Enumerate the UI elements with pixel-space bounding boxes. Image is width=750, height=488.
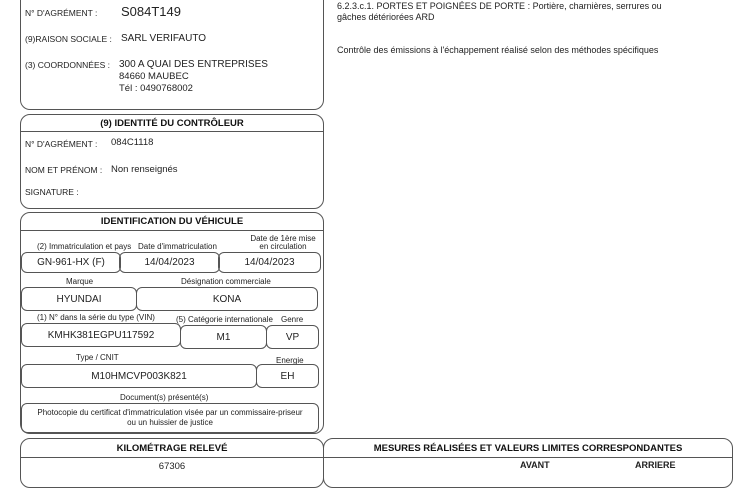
controleur-panel xyxy=(20,114,324,209)
nom-prenom-label: NOM ET PRÉNOM : xyxy=(25,165,103,175)
vehicule-panel xyxy=(20,212,324,434)
documents-label: Document(s) présenté(s) xyxy=(120,393,209,402)
mesures-panel xyxy=(323,438,733,488)
col-arriere: ARRIERE xyxy=(635,460,676,470)
designation-field: KONA xyxy=(136,287,318,311)
genre-label: Genre xyxy=(281,315,304,324)
energie-field: EH xyxy=(256,364,319,388)
vin-label: (1) N° dans la série du type (VIN) xyxy=(37,313,155,322)
divider xyxy=(21,457,323,458)
date-circ-label-2: en circulation xyxy=(259,242,307,251)
categorie-label: (5) Catégorie internationale xyxy=(176,315,273,324)
divider xyxy=(21,230,323,231)
nom-prenom-value: Non renseignés xyxy=(111,164,178,175)
mesures-title: MESURES RÉALISÉES ET VALEURS LIMITES CORRESPONDANTES xyxy=(373,443,683,454)
marque-field: HYUNDAI xyxy=(21,287,137,311)
energie-label: Energie xyxy=(276,356,304,365)
vehicule-title: IDENTIFICATION DU VÉHICULE xyxy=(100,216,244,227)
divider xyxy=(324,457,732,458)
date-immat-field: 14/04/2023 xyxy=(119,252,220,273)
documents-field xyxy=(21,403,319,433)
designation-label: Désignation commerciale xyxy=(181,277,271,286)
immat-label: (2) Immatriculation et pays xyxy=(37,242,132,251)
kilometrage-value: 67306 xyxy=(158,461,186,472)
date-circ-field: 14/04/2023 xyxy=(218,252,321,273)
controleur-agrement-label: N° D'AGRÉMENT : xyxy=(25,139,98,149)
divider xyxy=(21,131,323,132)
centre-panel xyxy=(20,0,324,110)
documents-line2: ou un huissier de justice xyxy=(127,418,213,427)
type-field: M10HMCVP003K821 xyxy=(21,364,257,388)
centre-agrement-value: S084T149 xyxy=(121,4,181,19)
date-immat-label: Date d'immatriculation xyxy=(138,242,217,251)
marque-label: Marque xyxy=(66,277,94,286)
genre-field: VP xyxy=(266,325,319,349)
signature-label: SIGNATURE : xyxy=(25,187,79,197)
controleur-agrement-value: 084C1118 xyxy=(111,137,154,148)
centre-agrement-label: N° D'AGRÉMENT : xyxy=(25,8,98,18)
date-circ-label-1: Date de 1ère mise xyxy=(250,234,316,243)
defaut-portes-line2: gâches détériorées ARD xyxy=(337,12,435,22)
coordonnees-label: (3) COORDONNÉES : xyxy=(25,60,111,70)
documents-line1: Photocopie du certificat d'immatriculation visée par un commissaire-priseur xyxy=(37,408,303,417)
emissions-note: Contrôle des émissions à l'échappement réalisé selon des méthodes spécifiques xyxy=(337,45,659,55)
defaut-portes-line1: 6.2.3.c.1. PORTES ET POIGNÉES DE PORTE : Portière, charnières, serrures ou xyxy=(337,1,662,11)
coordonnees-line3: Tél : 0490768002 xyxy=(119,83,193,94)
vin-field: KMHK381EGPU117592 xyxy=(21,323,181,347)
controleur-title: (9) IDENTITÉ DU CONTRÔLEUR xyxy=(100,118,244,129)
raison-sociale-label: (9)RAISON SOCIALE : xyxy=(25,34,112,44)
type-label: Type / CNIT xyxy=(76,353,119,362)
coordonnees-line1: 300 A QUAI DES ENTREPRISES xyxy=(119,59,268,70)
coordonnees-line2: 84660 MAUBEC xyxy=(119,71,189,82)
kilometrage-panel xyxy=(20,438,324,488)
immat-field: GN-961-HX (F) xyxy=(21,252,121,273)
raison-sociale-value: SARL VERIFAUTO xyxy=(121,33,207,44)
categorie-field: M1 xyxy=(180,325,267,349)
kilometrage-title: KILOMÉTRAGE RELEVÉ xyxy=(116,443,228,454)
col-avant: AVANT xyxy=(520,460,550,470)
